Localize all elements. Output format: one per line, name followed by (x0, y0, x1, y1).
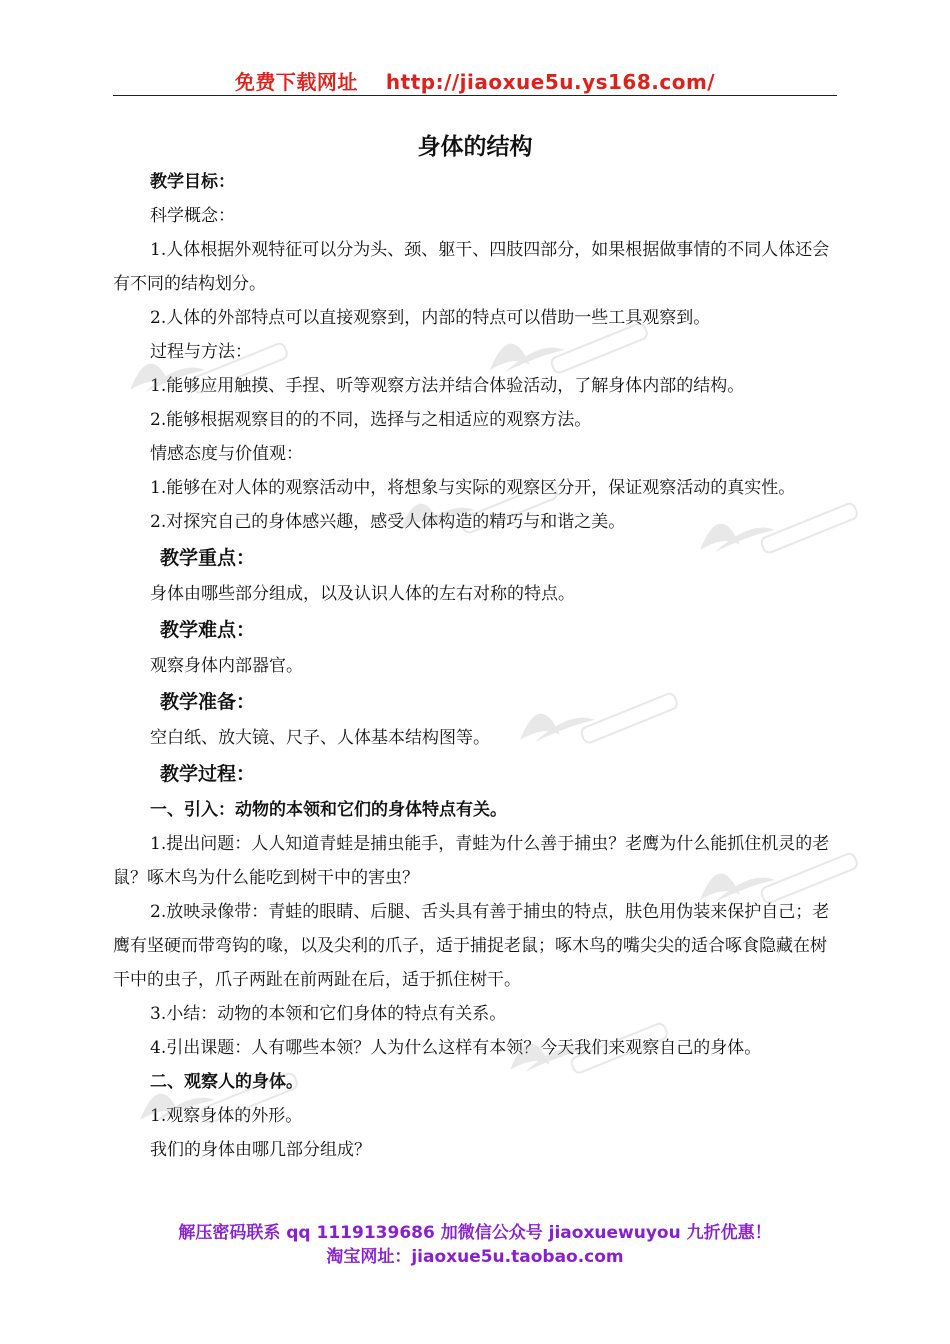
paragraph: 2.放映录像带：青蛙的眼睛、后腿、舌头具有善于捕虫的特点，肤色用伪装来保护自己；老鹰有坚硬而带弯钩的喙，以及尖利的爪子，适于捕捉老鼠；啄木鸟的嘴尖尖的适合啄食隐藏在树干中的虫子，爪子两趾在前两趾在后，适于抓住树干。 (113, 902, 830, 990)
paragraph: 1.能够在对人体的观察活动中，将想象与实际的观察区分开，保证观察活动的真实性。 (150, 478, 796, 498)
header-divider (113, 95, 837, 96)
section-heading: 教学过程： (160, 763, 256, 785)
subsection-heading: 一、引入：动物的本领和它们的身体特点有关。 (150, 800, 507, 820)
paragraph: 1.提出问题：人人知道青蛙是捕虫能手，青蛙为什么善于捕虫？老鹰为什么能抓住机灵的老鼠？啄木鸟为什么能吃到树干中的害虫？ (113, 834, 830, 888)
section-heading: 教学准备： (160, 691, 256, 713)
paragraph: 科学概念： (150, 206, 235, 226)
section-heading: 教学难点： (160, 619, 256, 641)
footer-shop-link[interactable]: 淘宝网址：jiaoxue5u.taobao.com (326, 1247, 624, 1267)
section-label-objectives: 教学目标： (150, 172, 235, 192)
paragraph: 过程与方法： (150, 342, 252, 362)
paragraph: 空白纸、放大镜、尺子、人体基本结构图等。 (150, 728, 490, 748)
paragraph: 4.引出课题：人有哪些本领？人为什么这样有本领？今天我们来观察自己的身体。 (150, 1038, 762, 1058)
footer-contact: 解压密码联系 qq 1119139686 加微信公众号 jiaoxuewuyou 九折优惠！ (178, 1223, 772, 1243)
paragraph: 1.能够应用触摸、手捏、听等观察方法并结合体验活动，了解身体内部的结构。 (150, 376, 745, 396)
paragraph: 3.小结：动物的本领和它们身体的特点有关系。 (150, 1004, 507, 1024)
paragraph: 1.人体根据外观特征可以分为头、颈、躯干、四肢四部分，如果根据做事情的不同人体还会有不同的结构划分。 (113, 240, 830, 294)
section-heading: 教学重点： (160, 547, 256, 569)
paragraph: 我们的身体由哪几部分组成？ (150, 1140, 371, 1160)
paragraph: 观察身体内部器官。 (150, 656, 303, 676)
paragraph: 身体由哪些部分组成，以及认识人体的左右对称的特点。 (150, 584, 575, 604)
document-body (113, 165, 837, 1167)
paragraph: 情感态度与价值观： (150, 444, 303, 464)
paragraph: 1.观察身体的外形。 (150, 1106, 303, 1126)
subsection-heading: 二、观察人的身体。 (150, 1072, 303, 1092)
header-link[interactable] (0, 66, 950, 95)
paragraph: 2.人体的外部特点可以直接观察到，内部的特点可以借助一些工具观察到。 (150, 308, 711, 328)
header-label: 免费下载网址 (234, 70, 358, 94)
header-url[interactable]: http://jiaoxue5u.ys168.com/ (385, 70, 716, 94)
page-title: 身体的结构 (417, 134, 533, 160)
paragraph: 2.对探究自己的身体感兴趣，感受人体构造的精巧与和谐之美。 (150, 512, 626, 532)
paragraph: 2.能够根据观察目的的不同，选择与之相适应的观察方法。 (150, 410, 592, 430)
